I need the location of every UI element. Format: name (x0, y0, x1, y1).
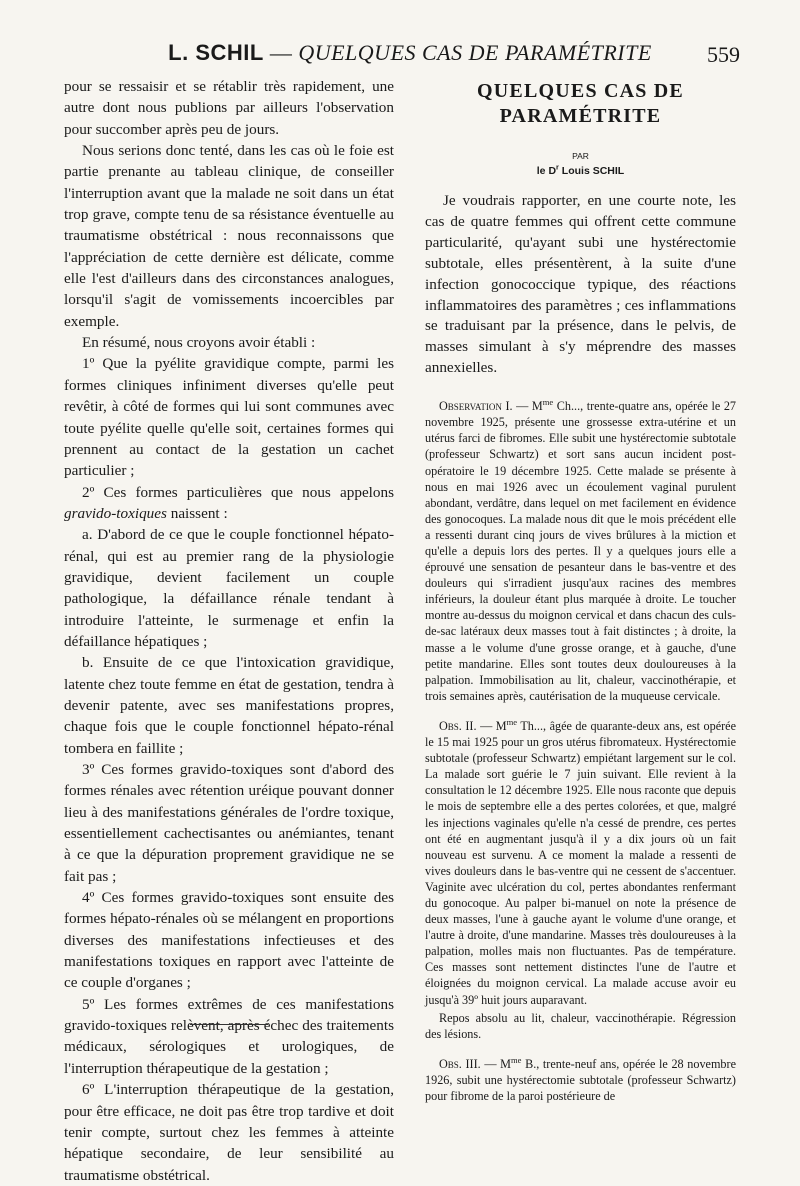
running-head-separator: — (269, 40, 293, 65)
observation-label: Obs. III. (439, 1056, 481, 1071)
paragraph: a. D'abord de ce que le couple fonctionnel hépato-rénal, qui est au premier rang de la physiologie gravidique, devient facilement un couple pathologique, la défaillance rénale tendant à introduire l'atteinte, le surmenage et enfin la défaillance hépatiques ; (64, 526, 394, 650)
superscript: me (542, 397, 554, 408)
observation-text: — M (512, 399, 543, 414)
paragraph: En résumé, nous croyons avoir établi : (82, 334, 316, 352)
paragraph: pour se ressaisir et se rétablir très rapidement, une autre dont nous publions par ailleurs l'observation pour succomber après peu de jours. (64, 78, 394, 138)
paragraph: Nous serions donc tenté, dans les cas où le foie est partie prenante au tableau clinique, de conseiller l'interruption avant que la malade ne soit dans un état trop grave, compte tenu de sa résistance éventuelle au traumatisme obstétrical : nous reconnaissons que l'appréciation de cette dernière est délicate, comme elle l'est d'ailleurs dans des circonstances analogues, lorsqu'il s'agit de vomissements incoercibles par exemple. (64, 142, 394, 330)
running-head (160, 40, 660, 66)
paragraph: 3º Ces formes gravido-toxiques sont d'abord des formes rénales avec rétention uréique pouvant donner lieu à des manifestations générales de l'ordre toxique, essentiellement cachectisantes ou anémiantes, tenant à ce que la dépuration proprement gravidique ne se fait pas ; (64, 761, 394, 885)
observation-1 (425, 398, 736, 704)
end-rule (190, 1024, 268, 1025)
observation-label: Observation I. (439, 399, 513, 414)
byline-par: PAR (572, 151, 589, 161)
observation-2-continuation: Repos absolu au lit, chaleur, vaccinothérapie. Régression des lésions. (425, 1010, 736, 1041)
byline-prefix: le D (536, 165, 557, 177)
byline (425, 162, 736, 177)
italic-term: gravido-toxiques (64, 504, 167, 522)
observation-2 (425, 718, 736, 1008)
paragraph: 4º Ces formes gravido-toxiques sont ensuite des formes hépato-rénales où se mélangent en proportions diverses des manifestations infectieuses et des manifestations toxiques en rapport avec l'atteinte de ce couple d'organes ; (64, 889, 394, 992)
observation-text: Ch..., trente-quatre ans, opérée le 27 novembre 1925, présente une grossesse extra-utérine et un utérus farci de fibromes. Elle subit une hystérectomie subtotale (professeur Schwartz) et sort sans aucun incident post-opératoire le 19 décembre 1925. Cette malade se présente à nous en mai 1926 avec un écoulement vaginal purulent abondant, verdâtre, dans lequel on met facilement en évidence des gonocoques. La malade nous dit que le mois précédent elle a ressenti durant cinq jours de vives brûlures à la miction et qu'elle a depuis lors des pertes. Il y a quelques jours elle a éprouvé une sensation de pesanteur dans le bas-ventre et des douleurs qui s'irradient jusqu'aux racines des membres inférieurs, la douleur étant plus marquée à droite. Le toucher montre au-dessus du moignon cervical et dans chacun des culs-de-sac latéraux deux masses tout à fait distinctes ; à droite, la masse a le volume d'une grosse orange, et à gauche, d'une petite mandarine. Elles sont toutes deux douloureuses à la palpation. Immobilisation au lit, chaleur, vaccinothérapie, et trois semaines après, cautérisation de la muqueuse cervicale. (425, 399, 737, 703)
observation-label: Obs. II. (439, 718, 477, 733)
byline-superscript: r (556, 162, 559, 172)
observation-text: — M (480, 1056, 511, 1071)
article-title-line: QUELQUES CAS DE (477, 80, 684, 102)
page-number: 559 (707, 42, 740, 67)
right-column (425, 76, 736, 1104)
paragraph: 5º Les formes extrêmes de ces manifestations gravido-toxiques relèvent, après échec des traitements médicaux, sérologiques et urologiques, de l'interruption thérapeutique de la gestation ; (64, 995, 394, 1077)
article-title-line: PARAMÉTRITE (499, 105, 662, 127)
paragraph: 1º Que la pyélite gravidique compte, parmi les formes cliniques infiniment diverses qu'elle peut revêtir, à côté de formes qui lui sont communes avec toute pyélite quelle qu'elle soit, certaines formes qui prennent au contact de la gestation un cachet particulier ; (64, 355, 394, 480)
observation-text: — M (476, 718, 507, 733)
paragraph: 6º L'interruption thérapeutique de la gestation, pour être efficace, ne doit pas être trop tardive et doit tenir compte, surtout chez les femmes à atteinte hépatique secondaire, de leur sensibilité au traumatisme obstétrical. (64, 1081, 394, 1184)
paragraph (64, 482, 394, 525)
intro-paragraph: Je voudrais rapporter, en une courte note, les cas de quatre femmes qui offrent cette commune particularité, qu'ayant subi une hystérectomie subtotale, elles présentèrent, à la suite d'une infection gonococcique typique, des réactions inflammatoires des paramètres ; ces inflammations se traduisant par la présence, dans le pelvis, de masses simulant à s'y méprendre des masses annexielles. (425, 192, 736, 377)
running-head-title: QUELQUES CAS DE PARAMÉTRITE (298, 40, 652, 65)
running-head-author: L. SCHIL (168, 40, 264, 65)
paragraph: b. Ensuite de ce que l'intoxication gravidique, latente chez toute femme en état de gestation, tendra à devenir patente, avec ses manifestations propres, chaque fois que le couple fonctionnel hépato-rénal tombera en faillite ; (64, 654, 394, 757)
paragraph-text: naissent : (166, 504, 228, 522)
paragraph-text: 2º Ces formes particulières que nous appelons (82, 483, 394, 501)
observation-3 (425, 1056, 736, 1104)
article-title (425, 79, 736, 129)
superscript: me (506, 716, 518, 727)
observation-text: B., trente-neuf ans, opérée le 28 novembre 1926, subit une hystérectomie subtotale (professeur Schwartz) pour fibrome de la paroi postérieure de (425, 1056, 736, 1103)
superscript: me (511, 1054, 522, 1065)
observation-text: Th..., âgée de quarante-deux ans, est opérée le 15 mai 1925 pour un gros utérus fibromateux. Hystérectomie subtotale (professeur Schwartz) empiétant largement sur le col. La malade sort guérie le 7 juin suivant. Elle revient à la consultation le 12 décembre 1925. Elle nous raconte que depuis le mois de septembre elle a des pertes colorées, et que, malgré les injections vaginales qu'elle n'a cessé de prendre, ces pertes ont été en augmentant jusqu'à il y a dix jours où un fait nouveau est survenu. A ce moment la malade a ressenti de vives douleurs dans le bas-ventre qui ne cessent de s'accentuer. Vaginite avec ulcération du col, pertes abondantes renfermant du gonocoque. Au palper bi-manuel on note la présence de deux masses, l'une à gauche ayant le volume d'une orange, et l'autre à droite, d'une mandarine. Masses très douloureuses à la palpation, molles mais non fluctuantes. Pas de température. Ces masses sont nettement distinctes l'une de l'autre et éloignées du moignon cervical. La malade accuse avoir eu jusqu'à 39º huit jours auparavant. (425, 718, 736, 1007)
byline-name: Louis SCHIL (558, 165, 625, 177)
left-column (64, 76, 394, 1186)
